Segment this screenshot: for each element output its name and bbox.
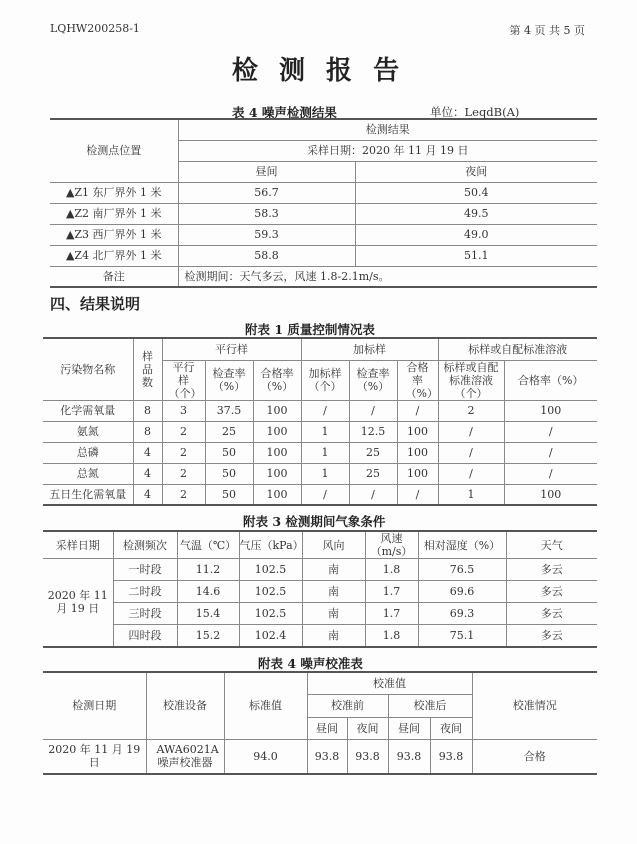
page-number: 第 4 页 共 5 页 [509, 24, 585, 37]
table-cell: 49.5 [355, 203, 597, 224]
table-cell: / [504, 442, 597, 463]
table-cell: 多云 [506, 625, 597, 647]
table-cell: 合格率（%） [253, 360, 301, 400]
section-heading: 四、结果说明 [50, 295, 141, 313]
table-cell: 12.5 [349, 421, 397, 442]
table-cell: 100 [253, 421, 301, 442]
sample-date: 采样日期：2020 年 11 月 19 日 [178, 140, 597, 161]
table-cell: 标准值 [224, 672, 307, 739]
table-row [50, 245, 597, 266]
table-cell: ▲Z1 东厂界外 1 米 [50, 182, 178, 203]
table-cell: 风速（m/s） [365, 531, 418, 559]
table-cell: 污染物名称 [43, 338, 133, 400]
header-night: 夜间 [355, 161, 597, 182]
weather-caption: 附表 3 检测期间气象条件 [243, 514, 386, 529]
table-cell: 100 [253, 463, 301, 484]
table-row [43, 559, 597, 581]
table-cell: 标样或自配标准溶液（个） [438, 360, 504, 400]
table-cell: 合格率（%） [397, 360, 438, 400]
weather-table [43, 530, 597, 648]
table-cell: 天气 [506, 531, 597, 559]
table-cell: 样品数 [133, 338, 162, 400]
table-cell: 56.7 [178, 182, 355, 203]
table-cell: / [301, 400, 349, 421]
table-cell: 昼间 [388, 717, 430, 739]
table-cell: / [301, 484, 349, 505]
table-cell: 二时段 [113, 581, 177, 603]
table-cell: 校准情况 [472, 672, 597, 739]
calibration-caption: 附表 4 噪声校准表 [258, 656, 363, 671]
table-cell: 4 [133, 463, 162, 484]
table-cell: 1.8 [365, 625, 418, 647]
table-cell: 夜间 [347, 717, 388, 739]
table-cell: 检测频次 [113, 531, 177, 559]
table-row [50, 224, 597, 245]
table-cell: 94.0 [224, 739, 307, 774]
table-cell: 多云 [506, 581, 597, 603]
table-cell: 14.6 [177, 581, 239, 603]
table-cell: 五日生化需氧量 [43, 484, 133, 505]
table-cell: 25 [205, 421, 253, 442]
table-cell: / [397, 400, 438, 421]
table-cell: 2 [162, 484, 205, 505]
table4-unit: 单位：LeqdB(A) [430, 105, 520, 119]
table-cell: 总氮 [43, 463, 133, 484]
table-cell: / [504, 421, 597, 442]
qc-caption: 附表 1 质量控制情况表 [245, 322, 375, 337]
table-cell: / [349, 400, 397, 421]
table-cell: 南 [302, 559, 365, 581]
table-cell: 100 [504, 400, 597, 421]
table-cell: 25 [349, 463, 397, 484]
noise-calibration-table [43, 671, 597, 775]
table-cell: 合格率（%） [504, 360, 597, 400]
table-cell: 49.0 [355, 224, 597, 245]
table-cell: 8 [133, 400, 162, 421]
table-cell: 风向 [302, 531, 365, 559]
table-row [43, 603, 597, 625]
table-cell: 102.5 [239, 603, 302, 625]
table-cell: 100 [504, 484, 597, 505]
table-row [43, 531, 597, 559]
table-cell: 昼间 [307, 717, 347, 739]
table-cell: 93.8 [430, 739, 472, 774]
table-cell: 多云 [506, 603, 597, 625]
table-cell: / [349, 484, 397, 505]
table-cell: 8 [133, 421, 162, 442]
table-cell: 夜间 [430, 717, 472, 739]
table-cell: 58.8 [178, 245, 355, 266]
table-cell: 50 [205, 484, 253, 505]
table-cell: 93.8 [347, 739, 388, 774]
table-cell: 标样或自配标准溶液 [438, 338, 597, 360]
table-cell: 100 [253, 400, 301, 421]
table-cell: 4 [133, 442, 162, 463]
table-cell: 100 [253, 442, 301, 463]
table-row [43, 400, 597, 421]
table-cell: 2020 年 11 月 19 日 [43, 559, 113, 647]
table-cell: 1 [301, 463, 349, 484]
table-cell: 25 [349, 442, 397, 463]
table-cell: ▲Z2 南厂界外 1 米 [50, 203, 178, 224]
table-cell: 1.7 [365, 603, 418, 625]
table-cell: 59.3 [178, 224, 355, 245]
table-cell: AWA6021A 噪声校准器 [146, 739, 224, 774]
table-cell: 加标样（个） [301, 360, 349, 400]
remark-row [50, 266, 597, 287]
table-cell: 4 [133, 484, 162, 505]
table-cell: 一时段 [113, 559, 177, 581]
table-cell: 93.8 [307, 739, 347, 774]
table-cell: 2 [438, 400, 504, 421]
table-cell: 合格 [472, 739, 597, 774]
table-cell: 检测期间：天气多云，风速 1.8-2.1m/s。 [178, 266, 597, 287]
table-cell: 100 [397, 421, 438, 442]
table-cell: 50.4 [355, 182, 597, 203]
table-row [43, 625, 597, 647]
table-cell: / [397, 484, 438, 505]
document-id: LQHW200258-1 [50, 22, 140, 35]
page-title: 检 测 报 告 [231, 56, 406, 86]
table-cell: 氨氮 [43, 421, 133, 442]
table-cell: 加标样 [301, 338, 438, 360]
table-cell: 1 [438, 484, 504, 505]
table-cell: 50 [205, 463, 253, 484]
table-row [43, 463, 597, 484]
table-cell: 校准前 [307, 694, 388, 717]
table-cell: 75.1 [418, 625, 506, 647]
table-row [43, 338, 597, 360]
table-row [43, 484, 597, 505]
table-row [50, 119, 597, 140]
table-cell: 37.5 [205, 400, 253, 421]
table-cell: 15.4 [177, 603, 239, 625]
table-cell: 1.8 [365, 559, 418, 581]
table-cell: 南 [302, 581, 365, 603]
table-cell: ▲Z3 西厂界外 1 米 [50, 224, 178, 245]
quality-control-table [43, 337, 597, 506]
table-row [43, 672, 597, 694]
table-cell: 15.2 [177, 625, 239, 647]
table-cell: / [438, 463, 504, 484]
table-cell: / [438, 442, 504, 463]
table-cell: 1.7 [365, 581, 418, 603]
table-cell: 102.5 [239, 559, 302, 581]
table-cell: 102.5 [239, 581, 302, 603]
table-cell: 100 [397, 442, 438, 463]
table-cell: 69.6 [418, 581, 506, 603]
table-cell: ▲Z4 北厂界外 1 米 [50, 245, 178, 266]
table-cell: 多云 [506, 559, 597, 581]
table-cell: 采样日期 [43, 531, 113, 559]
table-cell: 相对湿度（%） [418, 531, 506, 559]
table-cell: 校准设备 [146, 672, 224, 739]
table-cell: 检查率（%） [349, 360, 397, 400]
table-row [43, 442, 597, 463]
header-result: 检测结果 [178, 119, 597, 140]
table-cell: 化学需氧量 [43, 400, 133, 421]
table-cell: 58.3 [178, 203, 355, 224]
table-cell: 气压（kPa） [239, 531, 302, 559]
table-row [43, 421, 597, 442]
table-cell: 11.2 [177, 559, 239, 581]
table-cell: 76.5 [418, 559, 506, 581]
table-cell: 2 [162, 421, 205, 442]
table-cell: 三时段 [113, 603, 177, 625]
table-cell: 102.4 [239, 625, 302, 647]
table-cell: 南 [302, 625, 365, 647]
table-cell: 四时段 [113, 625, 177, 647]
table-cell: 气温（℃） [177, 531, 239, 559]
table-cell: / [438, 421, 504, 442]
table-cell: 平行样 [162, 338, 301, 360]
table-cell: 2 [162, 442, 205, 463]
table4-caption: 表 4 噪声检测结果 [232, 105, 337, 120]
table-cell: 93.8 [388, 739, 430, 774]
table-cell: 100 [253, 484, 301, 505]
table-row [43, 739, 597, 774]
table-row [50, 182, 597, 203]
table-cell: 总磷 [43, 442, 133, 463]
table-cell: 检查率（%） [205, 360, 253, 400]
table-cell: 平行样（个） [162, 360, 205, 400]
table-cell: 1 [301, 421, 349, 442]
table-cell: 3 [162, 400, 205, 421]
table-cell: 南 [302, 603, 365, 625]
table-cell: 69.3 [418, 603, 506, 625]
table-row [50, 203, 597, 224]
table-cell: 校准值 [307, 672, 472, 694]
table-cell: 检测日期 [43, 672, 146, 739]
table-cell: 校准后 [388, 694, 472, 717]
table-cell: / [504, 463, 597, 484]
table-cell: 2020 年 11 月 19 日 [43, 739, 146, 774]
table-row [43, 581, 597, 603]
noise-results-table [50, 118, 597, 288]
table-cell: 备注 [50, 266, 178, 287]
table-cell: 100 [397, 463, 438, 484]
table-cell: 51.1 [355, 245, 597, 266]
table-cell: 2 [162, 463, 205, 484]
header-day: 昼间 [178, 161, 355, 182]
table-cell: 50 [205, 442, 253, 463]
table-cell: 1 [301, 442, 349, 463]
header-location: 检测点位置 [50, 119, 178, 182]
